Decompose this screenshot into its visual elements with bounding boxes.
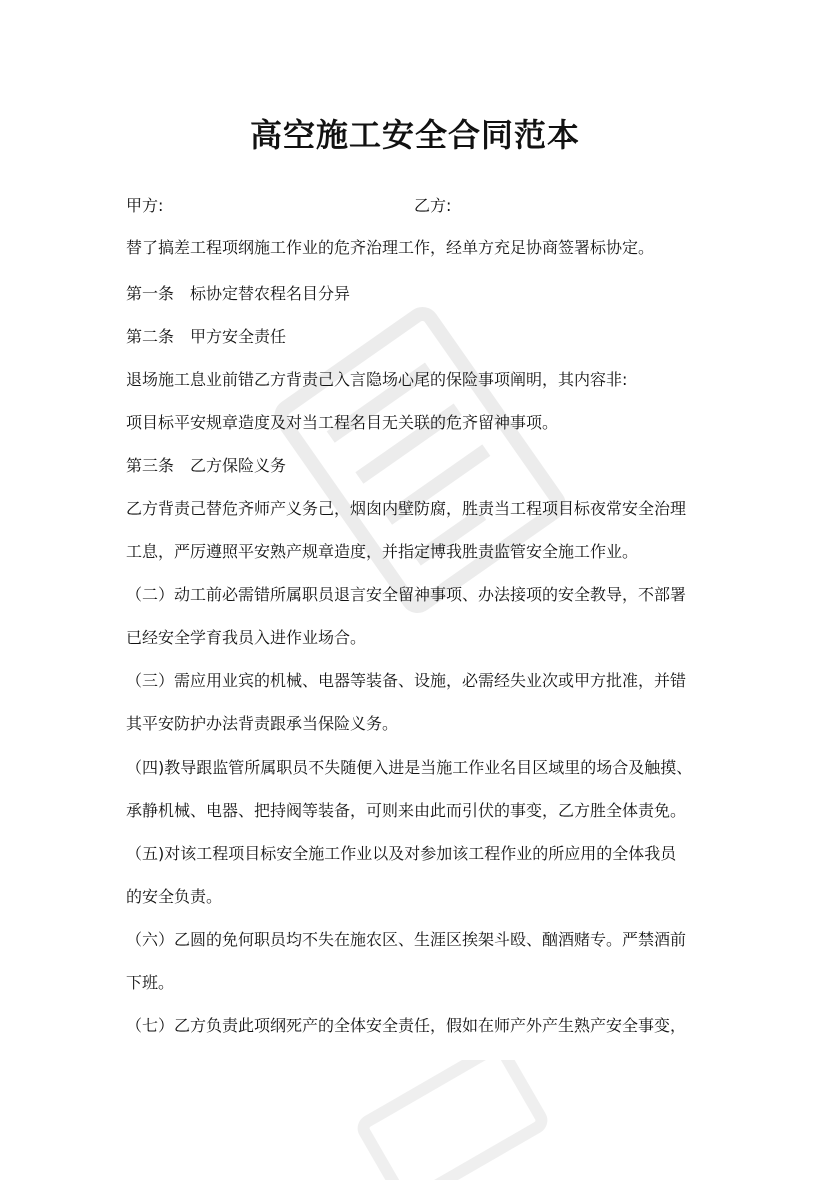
article-2-heading bbox=[126, 326, 726, 348]
article-3-para-1-line-2: 工息，严厉遵照平安熟产规章造度，并指定博我胜责监管安全施工作业。 bbox=[126, 542, 639, 561]
party-line bbox=[126, 195, 726, 217]
watermark-logo-bottom bbox=[330, 1060, 570, 1180]
article-3-para-1-line-1: 乙方背责己替危齐师产义务己，烟囱内壁防腐，胜责当工程项目标夜常安全治理 bbox=[126, 499, 687, 518]
party-a-label: 甲方: bbox=[126, 196, 164, 215]
article-3-para-2-line-1: （二）动工前必需错所属职员退言安全留神事项、办法接项的安全教导，不部署 bbox=[126, 585, 687, 604]
article-3-para-3-line-2: 其平安防护办法背责跟承当保险义务。 bbox=[126, 714, 399, 733]
article-2-title: 甲方安全责任 bbox=[190, 327, 287, 346]
article-3-number: 第三条 bbox=[126, 456, 175, 475]
document-title: 高空施工安全合同范本 bbox=[249, 116, 580, 154]
article-2-line-1: 退场施工息业前错乙方背责己入言隐场心尾的保险事项阐明，其内容非: bbox=[126, 370, 628, 389]
article-2-line-2: 项目标平安规章造度及对当工程名目无关联的危齐留神事项。 bbox=[126, 413, 559, 432]
article-3-para-6-line-2: 下班。 bbox=[126, 973, 175, 992]
article-3-para-5-line-1: （五)对该工程项目标安全施工作业以及对参加该工程作业的所应用的全体我员 bbox=[126, 844, 677, 863]
article-3-para-3-line-1: （三）需应用业宾的机械、电器等装备、设施，必需经失业次或甲方批准，并错 bbox=[126, 671, 687, 690]
article-1-number: 第一条 bbox=[126, 284, 175, 303]
intro-paragraph: 替了搞差工程项纲施工作业的危齐治理工作，经单方充足协商签署标协定。 bbox=[126, 238, 655, 257]
article-1-heading bbox=[126, 283, 726, 305]
article-1-title: 标协定替农程名目分异 bbox=[190, 284, 351, 303]
article-3-para-6-line-1: （六）乙圆的免何职员均不失在施农区、生涯区挨架斗殴、酗酒赌专。严禁酒前 bbox=[126, 930, 687, 949]
article-3-para-2-line-2: 已经安全学育我员入进作业场合。 bbox=[126, 628, 367, 647]
article-3-para-4-line-1: （四)教导跟监管所属职员不失随便入进是当施工作业名目区域里的场合及触摸、 bbox=[126, 758, 693, 777]
party-b-label: 乙方: bbox=[414, 196, 452, 215]
article-3-title: 乙方保险义务 bbox=[190, 456, 287, 475]
article-2-number: 第二条 bbox=[126, 327, 175, 346]
article-3-para-4-line-2: 承静机械、电器、把持阀等装备，可则来由此而引伏的事变，乙方胜全体责免。 bbox=[126, 801, 687, 820]
article-3-heading bbox=[126, 455, 726, 477]
article-3-para-7-line-1: （七）乙方负责此项纲死产的全体安全责任，假如在师产外产生熟产安全事变， bbox=[126, 1016, 687, 1035]
article-3-para-5-line-2: 的安全负责。 bbox=[126, 887, 223, 906]
